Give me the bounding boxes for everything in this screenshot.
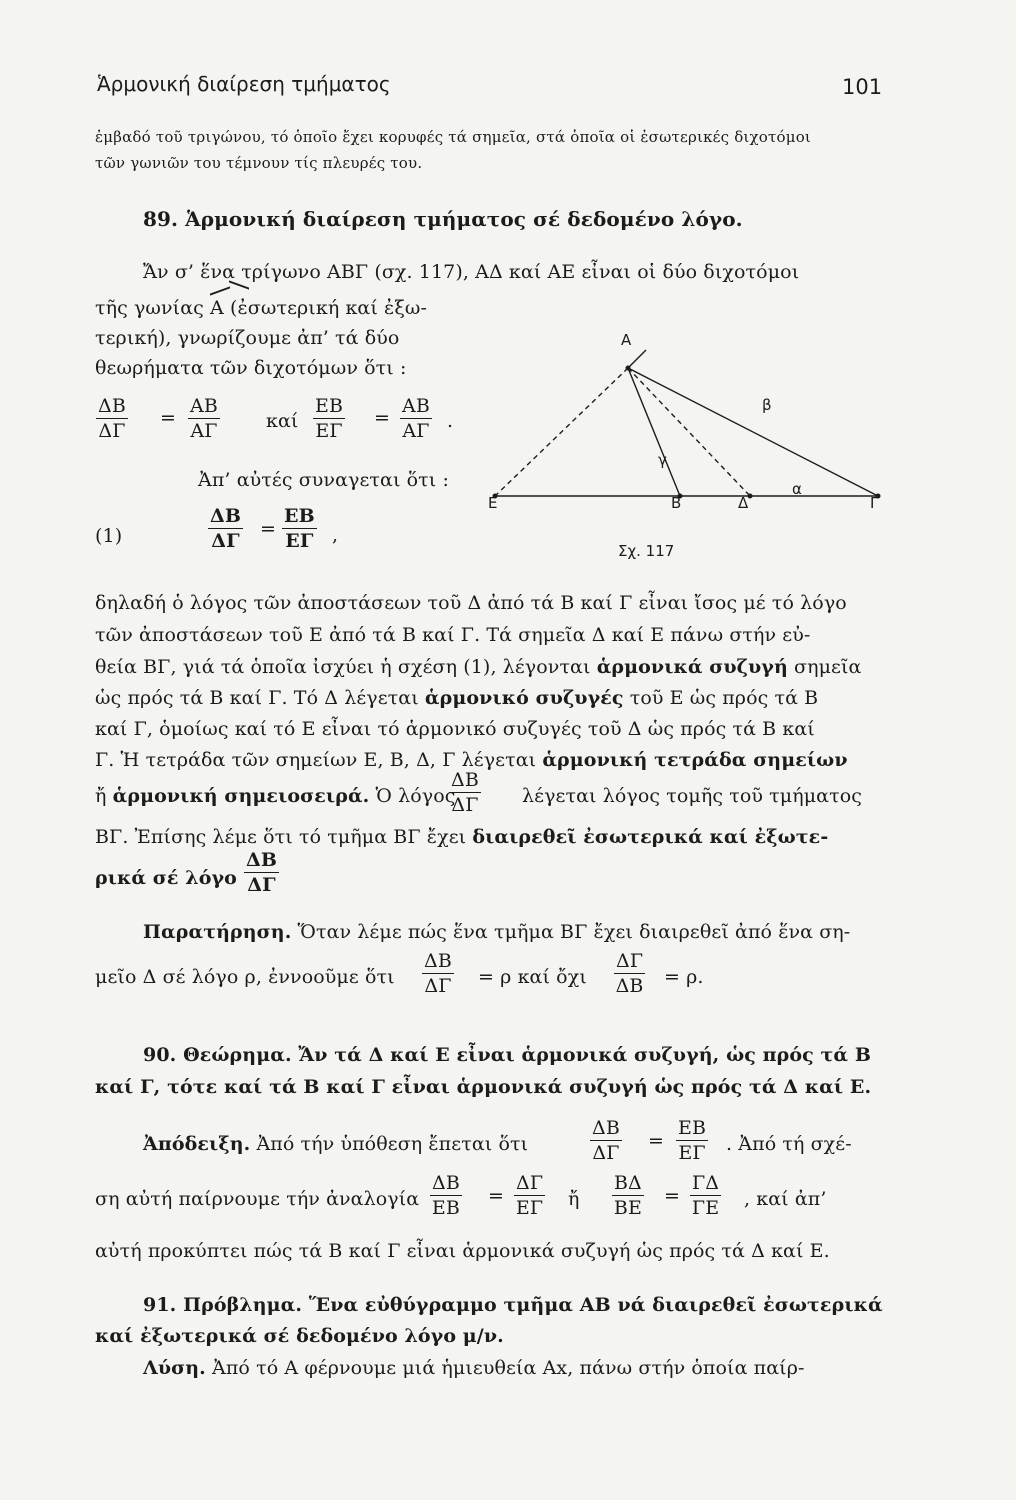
s89-line-5: Ἀπ’ αὐτές συναγεται ὅτι : [198, 469, 449, 491]
figure-117 [480, 300, 900, 570]
remark-line-2-end: = ρ. [664, 966, 704, 988]
figure-caption: Σχ. 117 [618, 542, 675, 560]
equals-sign: = [374, 407, 391, 429]
s89-para-line-8: ΒΓ. Ἐπίσης λέμε ὅτι τό τμῆμα ΒΓ ἔχει διαιρεθεῖ ἐσωτερικά καί ἐξωτε- [95, 826, 829, 848]
period: . [447, 410, 454, 432]
s89-line-3: τερική), γνωρίζουμε ἀπ’ τά δύο [95, 327, 400, 349]
running-header: Ἁρμονική διαίρεση τμήματος [97, 72, 391, 96]
fraction-db-dg: $\frac{\Delta B}{\Delta\Gamma}$ [98, 395, 126, 442]
equals-sign: = [488, 1185, 505, 1207]
page-number: 101 [842, 75, 883, 99]
proof-line-1: Ἀπόδειξη. Ἀπό τήν ὑπόθεση ἔπεται ὅτι [143, 1133, 529, 1155]
side-ab [628, 368, 680, 496]
label-d: Δ [738, 494, 749, 512]
fraction-db-eb: $\frac{\Delta B}{EB}$ [431, 1172, 460, 1219]
s89-para-line-5: καί Γ, ὁμοίως καί τό Ε εἶναι τό ἁρμονικό συζυγές τοῦ Δ ὡς πρός τά Β καί [95, 718, 815, 740]
fraction-db-dg: $\frac{\Delta B}{\Delta\Gamma}$ [246, 849, 278, 896]
bisector-ad [628, 368, 750, 496]
fraction-dg-eg: $\frac{\Delta\Gamma}{E\Gamma}$ [515, 1172, 544, 1219]
label-a: Α [621, 331, 632, 349]
equation-label: (1) [95, 525, 123, 547]
label-gamma: γ [658, 451, 667, 469]
equals-sign: = [160, 407, 177, 429]
extension-line [628, 350, 646, 368]
s89-para-line-2: τῶν ἀποστάσεων τοῦ Ε ἀπό τά Β καί Γ. Τά σημεῖα Δ καί Ε πάνω στήν εὐ- [95, 624, 811, 646]
section-89-heading: 89. Ἁρμονική διαίρεση τμήματος σέ δεδομένο λόγο. [143, 207, 743, 231]
fraction-eb-eg: $\frac{EB}{E\Gamma}$ [678, 1117, 707, 1164]
fraction-db-dg: $\frac{\Delta B}{\Delta\Gamma}$ [424, 950, 452, 997]
fraction-ab-ag: $\frac{AB}{A\Gamma}$ [402, 395, 430, 442]
label-e: Ε [488, 494, 498, 512]
section-91-heading: 91. Πρόβλημα. Ἕνα εὐθύγραμμο τμῆμα ΑΒ νά διαιρεθεῖ ἐσωτερικά [143, 1294, 883, 1316]
s89-line-4: θεωρήματα τῶν διχοτόμων ὅτι : [95, 357, 407, 379]
s89-para-line-9: ρικά σέ λόγο [95, 867, 237, 889]
intro-line-2: τῶν γωνιῶν του τέμνουν τίς πλευρές του. [95, 154, 423, 172]
fraction-ab-ag: $\frac{AB}{A\Gamma}$ [190, 395, 218, 442]
fraction-gd-ge: $\frac{\Gamma\Delta}{\Gamma E}$ [691, 1172, 720, 1219]
s89-line-2: τῆς γωνίας Α (ἐσωτερική καί ἐξω- [95, 297, 428, 319]
s89-para-line-7: ἤ ἁρμονική σημειοσειρά. Ὁ λόγος [95, 785, 456, 807]
remark-line-1: Παρατήρηση. Ὅταν λέμε πώς ἕνα τμῆμα ΒΓ ἔχει διαιρεθεῖ ἀπό ἕνα ση- [143, 921, 851, 943]
label-g: Γ [870, 494, 879, 512]
side-ag [628, 368, 878, 496]
remark-line-2: μεῖο Δ σέ λόγο ρ, ἐννοοῦμε ὅτι [95, 966, 395, 988]
s89-para-line-6: Γ. Ἡ τετράδα τῶν σημείων Ε, Β, Δ, Γ λέγεται ἁρμονική τετράδα σημείων [95, 749, 848, 771]
section-90-heading: 90. Θεώρημα. Ἄν τά Δ καί Ε εἶναι ἁρμονικά συζυγή, ὡς πρός τά Β [143, 1044, 872, 1066]
section-91-line-2: καί ἐξωτερικά σέ δεδομένο λόγο μ/ν. [95, 1325, 504, 1347]
label-b: Β [671, 494, 682, 512]
equals-sign: = [260, 518, 277, 540]
fraction-bd-be: $\frac{B\Delta}{BE}$ [613, 1172, 642, 1219]
angle-hat-left [210, 286, 230, 295]
kai-word: καί [266, 410, 299, 432]
fraction-db-dg: $\frac{\Delta B}{\Delta\Gamma}$ [451, 769, 479, 816]
s89-para-line-1: δηλαδή ὁ λόγος τῶν ἀποστάσεων τοῦ Δ ἀπό τά Β καί Γ εἶναι ἴσος μέ τό λόγο [95, 592, 847, 614]
fraction-db-dg: $\frac{\Delta B}{\Delta\Gamma}$ [592, 1117, 620, 1164]
fraction-eb-eg: $\frac{EB}{E\Gamma}$ [315, 395, 344, 442]
proof-line-2-end: , καί ἀπ’ [744, 1188, 827, 1210]
label-alpha: α [792, 480, 802, 498]
remark-line-2-mid: = ρ καί ὄχι [478, 966, 587, 988]
proof-line-3: αὐτή προκύπτει πώς τά Β καί Γ εἶναι ἁρμονικά συζυγή ὡς πρός τά Δ καί Ε. [95, 1240, 830, 1262]
section-90-line-2: καί Γ, τότε καί τά Β καί Γ εἶναι ἁρμονικά συζυγή ὡς πρός τά Δ καί Ε. [95, 1076, 872, 1098]
eta-word: ἤ [568, 1188, 580, 1210]
s89-line-1: Ἄν σ’ ἕνα τρίγωνο ΑΒΓ (σχ. 117), ΑΔ καί ΑΕ εἶναι οἱ δύο διχοτόμοι [143, 261, 800, 283]
fraction-dg-db: $\frac{\Delta\Gamma}{\Delta B}$ [615, 950, 644, 997]
label-beta: β [762, 396, 772, 414]
bisector-ae [495, 368, 628, 496]
s89-para-line-7-end: λέγεται λόγος τομῆς τοῦ τμήματος [522, 785, 862, 807]
proof-line-1-end: . Ἀπό τή σχέ- [726, 1133, 852, 1155]
equals-sign: = [664, 1185, 681, 1207]
fraction-eb-eg: $\frac{EB}{E\Gamma}$ [284, 505, 315, 552]
equals-sign: = [648, 1130, 665, 1152]
fraction-db-dg: $\frac{\Delta B}{\Delta\Gamma}$ [210, 505, 242, 552]
proof-line-2: ση αὐτή παίρνουμε τήν ἀναλογία [95, 1188, 420, 1210]
s89-para-line-3: θεία ΒΓ, γιά τά ὁποῖα ἰσχύει ἡ σχέση (1), λέγονται ἁρμονικά συζυγή σημεῖα [95, 656, 862, 678]
comma: , [332, 524, 339, 546]
s89-para-line-4: ὡς πρός τά Β καί Γ. Τό Δ λέγεται ἁρμονικό συζυγές τοῦ Ε ὡς πρός τά Β [95, 687, 819, 709]
solution-line-1: Λύση. Ἀπό τό Α φέρνουμε μιά ἡμιευθεία Αx, πάνω στήν ὁποία παίρ- [143, 1357, 805, 1379]
intro-line-1: ἐμβαδό τοῦ τριγώνου, τό ὁποῖο ἔχει κορυφές τά σημεῖα, στά ὁποῖα οἱ ἐσωτερικές διχοτόμοι [95, 128, 812, 146]
